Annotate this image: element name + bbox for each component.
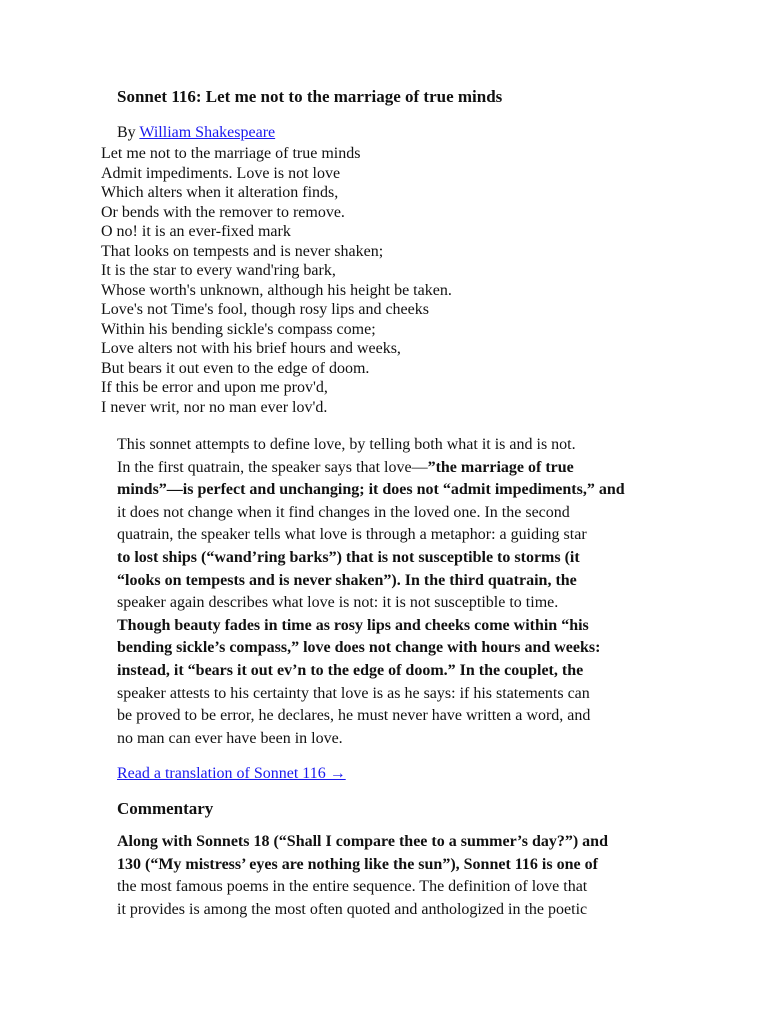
byline-prefix: By — [117, 124, 140, 141]
poem-line: O no! it is an ever-fixed mark — [101, 223, 291, 240]
summary-line-segment: Though beauty fades in time as rosy lips and cheeks come within “his — [117, 616, 589, 634]
summary-line — [117, 502, 657, 525]
commentary-paragraph — [117, 831, 657, 921]
summary-line-segment: bending sickle’s compass,” love does not change with hours and weeks: — [117, 639, 601, 657]
summary-line — [117, 705, 657, 728]
poem-line: Love's not Time's fool, though rosy lips and cheeks — [101, 301, 429, 318]
summary-line-segment: speaker attests to his certainty that love is as he says: if his statements can — [117, 684, 590, 702]
poem-line: Love alters not with his brief hours and weeks, — [101, 340, 401, 357]
poem-line: It is the star to every wand'ring bark, — [101, 262, 336, 279]
poem-line: Admit impediments. Love is not love — [101, 164, 341, 182]
summary-line-segment: This sonnet attempts to define love, by telling both what it is and is not. — [117, 436, 576, 453]
commentary-line-segment: it provides is among the most often quoted and anthologized in the poetic — [117, 900, 588, 918]
commentary-line-segment: 130 (“My mistress’ eyes are nothing like the sun”), Sonnet 116 is one of — [117, 855, 598, 873]
summary-line-segment: to lost ships (“wand’ring barks”) that is not susceptible to storms (it — [117, 548, 580, 566]
commentary-line — [117, 899, 657, 922]
poem-line: But bears it out even to the edge of doom. — [101, 359, 370, 377]
summary-line-segment: no man can ever have been in love. — [117, 729, 343, 747]
commentary-line-segment: Along with Sonnets 18 (“Shall I compare thee to a summer’s day?”) and — [117, 833, 608, 850]
summary-paragraph — [117, 434, 657, 750]
summary-line — [117, 728, 657, 751]
summary-line — [117, 615, 657, 638]
page-title: Sonnet 116: Let me not to the marriage of true minds — [117, 87, 503, 106]
poem-line: I never writ, nor no man ever lov'd. — [101, 398, 328, 416]
poem-line: Within his bending sickle's compass come; — [101, 320, 376, 338]
commentary-heading: Commentary — [117, 799, 214, 818]
summary-line-segment: speaker again describes what love is not: it is not susceptible to time. — [117, 594, 559, 612]
summary-line — [117, 592, 657, 615]
translation-link[interactable]: Read a translation of Sonnet 116 → — [117, 765, 346, 782]
poem-line: Let me not to the marriage of true minds — [101, 145, 361, 162]
summary-line-segment: quatrain, the speaker tells what love is through a metaphor: a guiding star — [117, 526, 587, 544]
summary-line — [117, 457, 657, 480]
summary-line-segment: minds”—is perfect and unchanging; it does not “admit impediments,” and — [117, 481, 625, 499]
summary-line — [117, 547, 657, 570]
summary-line — [117, 660, 657, 683]
summary-line-segment: instead, it “bears it out ev’n to the edge of doom.” In the couplet, the — [117, 661, 584, 679]
summary-line — [117, 683, 657, 706]
poem-line: That looks on tempests and is never shaken; — [101, 242, 384, 260]
poem-line: Whose worth's unknown, although his height be taken. — [101, 281, 452, 299]
commentary-line-segment: the most famous poems in the entire sequence. The definition of love that — [117, 878, 588, 896]
summary-line — [117, 637, 657, 660]
commentary-line — [117, 831, 657, 854]
summary-line — [117, 524, 657, 547]
commentary-line — [117, 854, 657, 877]
summary-line — [117, 479, 657, 502]
translation-row — [117, 764, 346, 784]
summary-line-segment: “looks on tempests and is never shaken”). In the third quatrain, the — [117, 571, 577, 589]
summary-line-segment: be proved to be error, he declares, he must never have written a word, and — [117, 707, 591, 725]
author-link[interactable]: William Shakespeare — [139, 124, 276, 141]
poem-line: Which alters when it alteration finds, — [101, 184, 339, 201]
byline — [117, 123, 275, 143]
poem-line: If this be error and upon me prov'd, — [101, 379, 328, 396]
summary-line — [117, 434, 657, 457]
summary-line-segment: ”the marriage of true — [427, 458, 574, 476]
commentary-line — [117, 876, 657, 899]
summary-line-segment: In the first quatrain, the speaker says that love— — [117, 458, 428, 476]
poem-line: Or bends with the remover to remove. — [101, 203, 345, 221]
poem-text — [101, 144, 452, 417]
summary-line-segment: it does not change when it find changes in the loved one. In the second — [117, 503, 570, 521]
summary-line — [117, 570, 657, 593]
